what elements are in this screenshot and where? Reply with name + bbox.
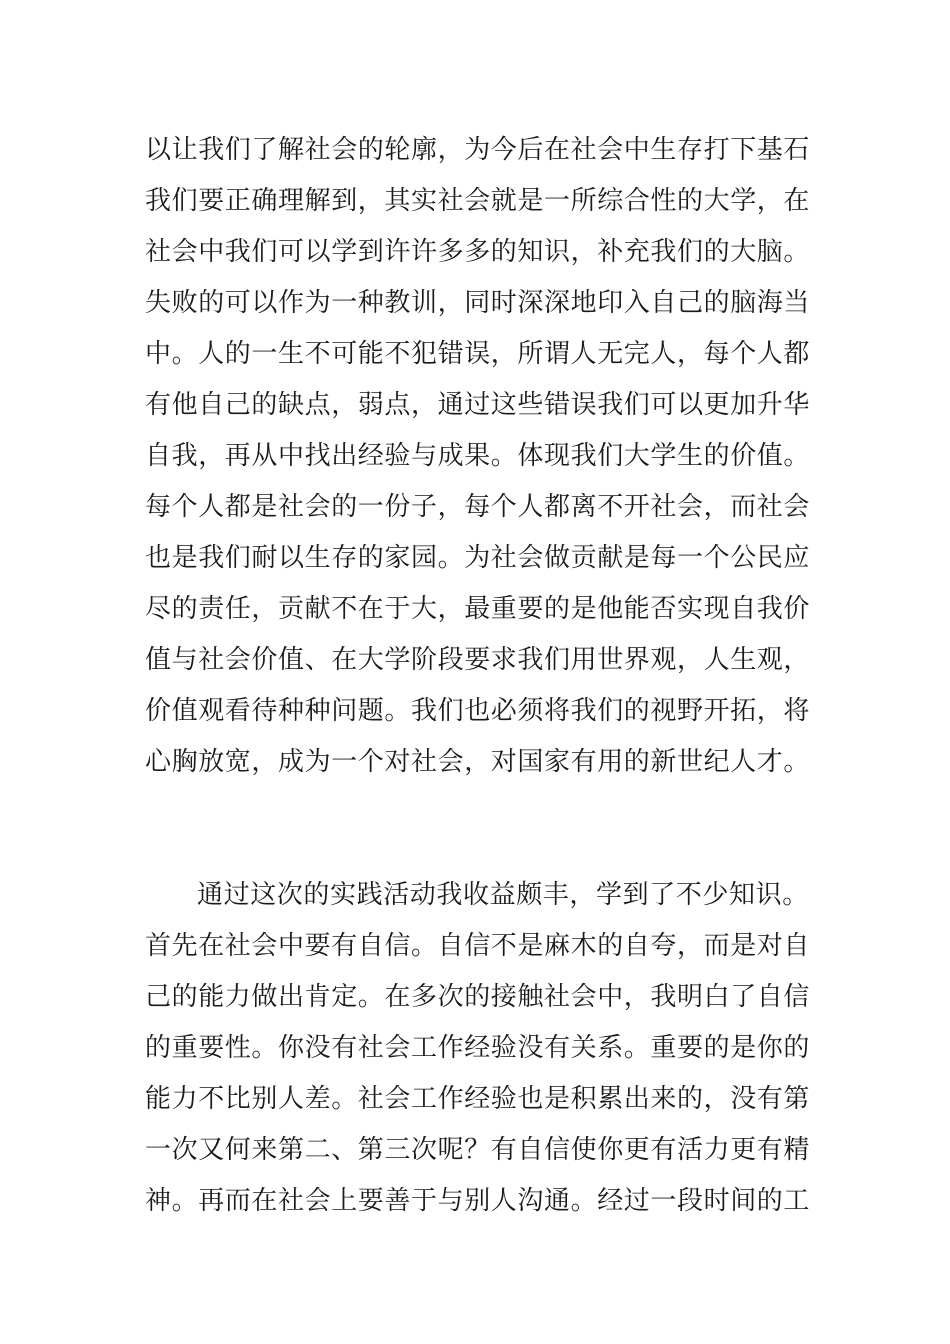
text-line: 以让我们了解社会的轮廓，为今后在社会中生存打下基石 (145, 135, 811, 165)
text-line: 也是我们耐以生存的家园。为社会做贡献是每一个公民应 (145, 543, 811, 573)
text-line: 每个人都是社会的一份子，每个人都离不开社会，而社会 (145, 492, 811, 522)
text-line: 失败的可以作为一种教训，同时深深地印入自己的脑海当 (145, 288, 811, 318)
text-line: 尽的责任，贡献不在于大，最重要的是他能否实现自我价 (145, 594, 811, 624)
text-line: 能力不比别人差。社会工作经验也是积累出来的，没有第 (145, 1084, 811, 1114)
text-line: 的重要性。你没有社会工作经验没有关系。重要的是你的 (145, 1033, 811, 1063)
text-line: 一次又何来第二、第三次呢？有自信使你更有活力更有精 (145, 1135, 811, 1165)
text-line: 心胸放宽，成为一个对社会，对国家有用的新世纪人才。 (145, 747, 811, 777)
text-line: 我们要正确理解到，其实社会就是一所综合性的大学，在 (145, 186, 811, 216)
text-line: 社会中我们可以学到许许多多的知识，补充我们的大脑。 (145, 237, 811, 267)
text-line: 神。再而在社会上要善于与别人沟通。经过一段时间的工 (145, 1186, 811, 1216)
text-line: 价值观看待种种问题。我们也必须将我们的视野开拓，将 (145, 696, 811, 726)
text-line: 通过这次的实践活动我收益颇丰，学到了不少知识。 (197, 880, 809, 910)
text-line: 有他自己的缺点，弱点，通过这些错误我们可以更加升华 (145, 390, 811, 420)
text-line: 中。人的一生不可能不犯错误，所谓人无完人，每个人都 (145, 339, 811, 369)
text-line: 己的能力做出肯定。在多次的接触社会中，我明白了自信 (145, 982, 811, 1012)
text-line: 自我，再从中找出经验与成果。体现我们大学生的价值。 (145, 441, 811, 471)
text-line: 首先在社会中要有自信。自信不是麻木的自夸，而是对自 (145, 931, 811, 961)
text-line: 值与社会价值、在大学阶段要求我们用世界观，人生观， (145, 645, 811, 675)
